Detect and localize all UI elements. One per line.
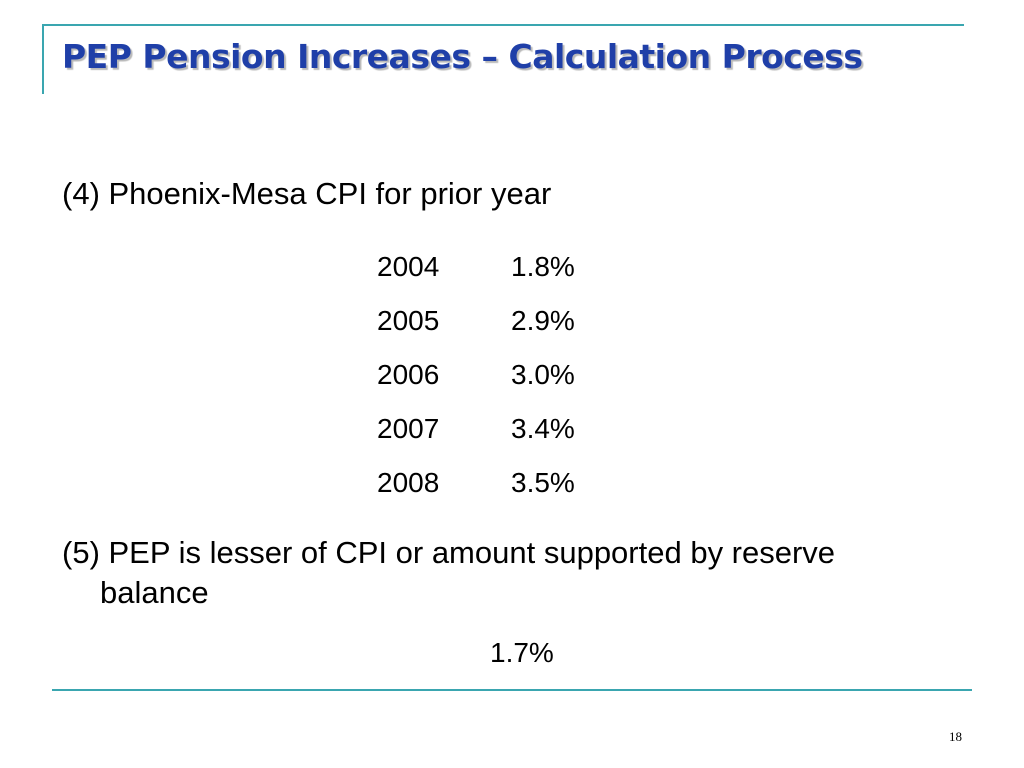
cpi-value: 3.5% (511, 467, 575, 498)
slide-title: PEP Pension Increases – Calculation Process (62, 37, 863, 76)
pep-result-value: 1.7% (490, 637, 554, 668)
cpi-value: 3.4% (511, 413, 575, 444)
cpi-value: 3.0% (511, 359, 575, 390)
cpi-year: 2006 (377, 359, 440, 390)
cpi-row (377, 240, 575, 294)
cpi-heading-item: (4) Phoenix-Mesa CPI for prior year (62, 176, 552, 211)
cpi-row (377, 294, 575, 348)
cpi-year: 2005 (377, 305, 440, 336)
cpi-row (377, 348, 575, 402)
left-rule (42, 24, 44, 94)
top-rule (42, 24, 964, 26)
cpi-row (377, 456, 575, 510)
cpi-year: 2007 (377, 413, 440, 444)
cpi-year: 2004 (377, 251, 440, 282)
cpi-value: 2.9% (511, 305, 575, 336)
page-number: 18 (949, 729, 962, 744)
bottom-rule (52, 689, 972, 691)
cpi-year: 2008 (377, 467, 440, 498)
cpi-row (377, 402, 575, 456)
pep-rule-item: (5) PEP is lesser of CPI or amount supported by reserve balance (62, 535, 836, 610)
cpi-table (377, 240, 575, 510)
cpi-value: 1.8% (511, 251, 575, 282)
